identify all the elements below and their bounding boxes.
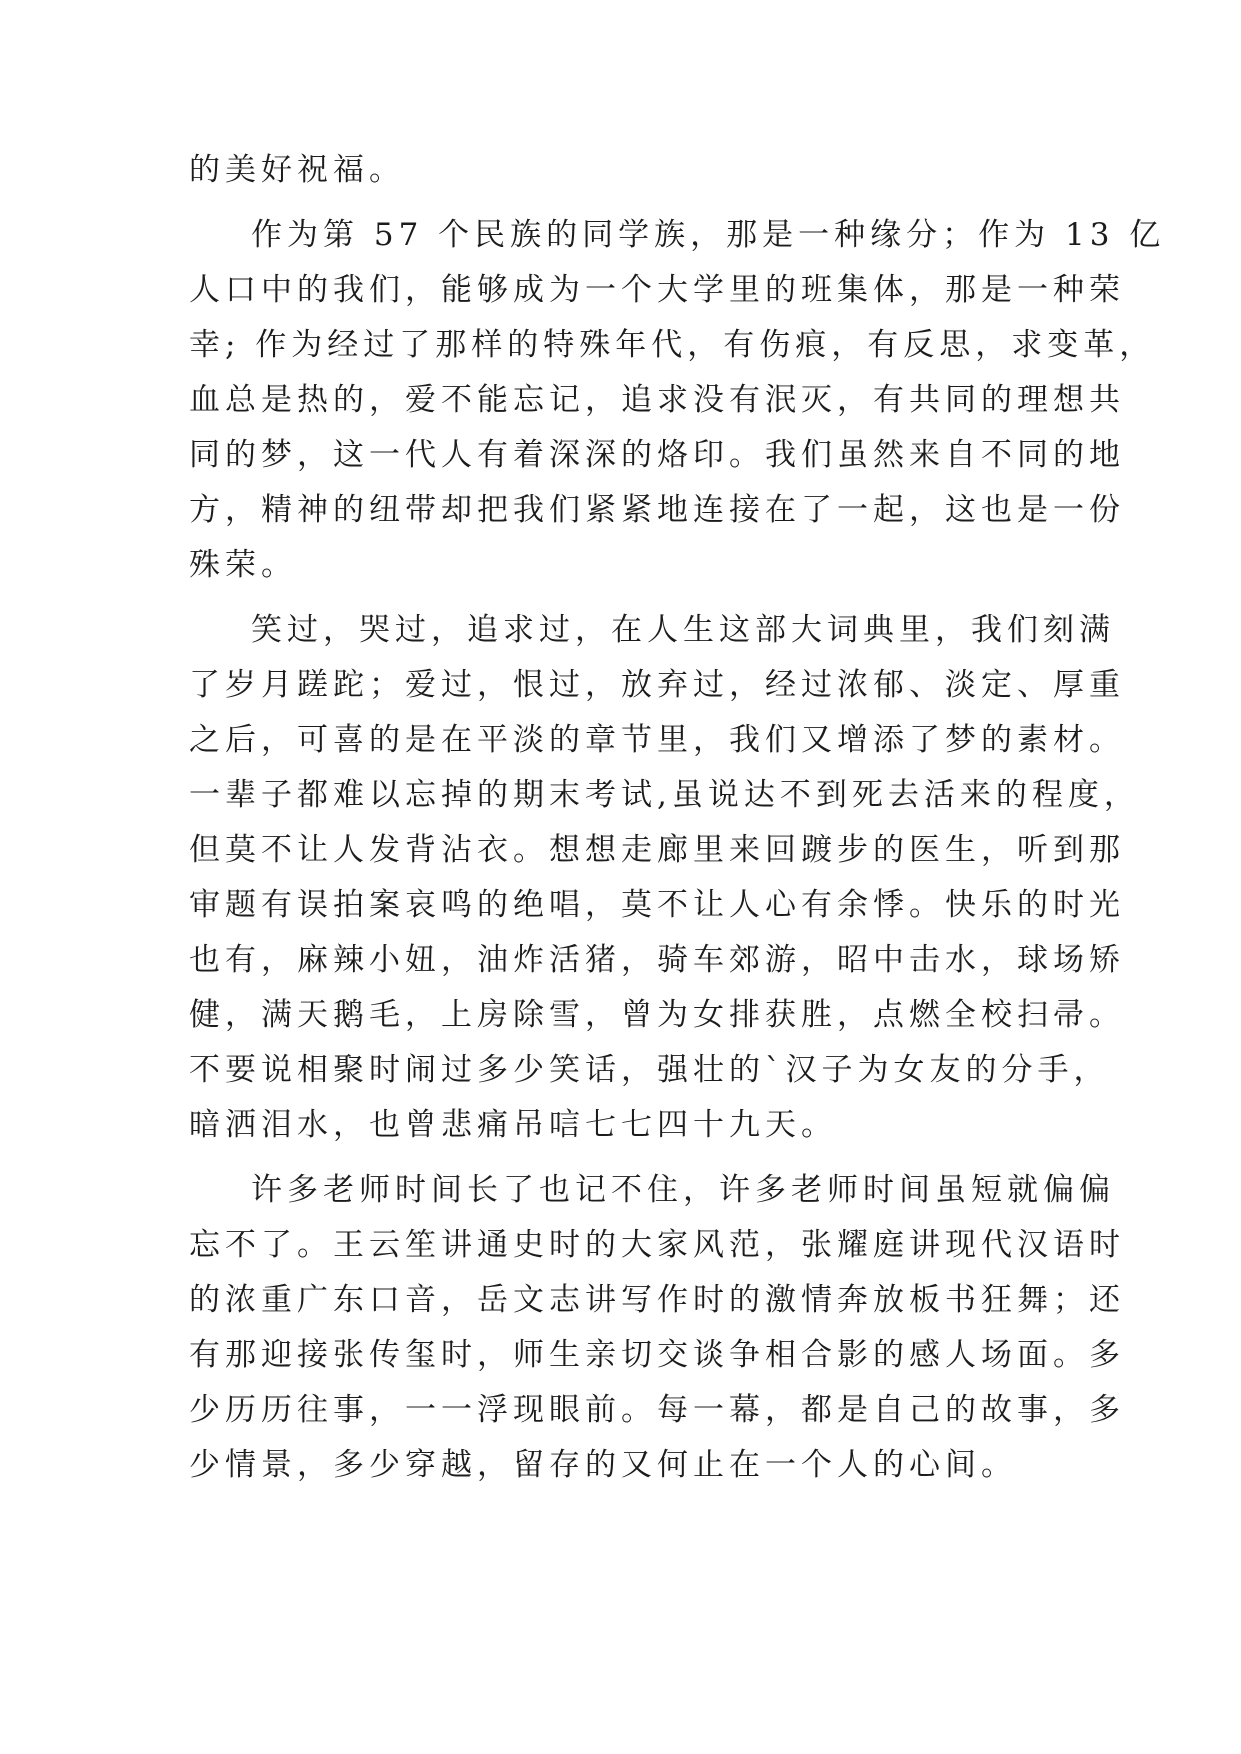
text-line: 健，满天鹅毛，上房除雪，曾为女排获胜，点燃全校扫帚。 bbox=[189, 997, 1125, 1033]
text-line: 殊荣。 bbox=[189, 547, 297, 583]
text-line: 少情景，多少穿越，留存的又何止在一个人的心间。 bbox=[189, 1447, 1017, 1483]
text-line: 少历历往事，一一浮现眼前。每一幕，都是自己的故事，多 bbox=[189, 1392, 1125, 1428]
text-line: 之后，可喜的是在平淡的章节里，我们又增添了梦的素材。 bbox=[189, 722, 1125, 758]
text-line: 也有，麻辣小妞，油炸活猪，骑车郊游，昭中击水，球场矫 bbox=[189, 942, 1125, 978]
text-line: 审题有误拍案哀鸣的绝唱，莫不让人心有余悸。快乐的时光 bbox=[189, 887, 1125, 923]
text-line: 暗洒泪水，也曾悲痛吊唁七七四十九天。 bbox=[189, 1107, 837, 1143]
paragraph-start-line: 许多老师时间长了也记不住，许多老师时间虽短就偏偏 bbox=[251, 1172, 1115, 1208]
text-line: 有那迎接张传玺时，师生亲切交谈争相合影的感人场面。多 bbox=[189, 1337, 1125, 1373]
text-line: 方，精神的纽带却把我们紧紧地连接在了一起，这也是一份 bbox=[189, 492, 1125, 528]
text-line: 忘不了。王云笙讲通史时的大家风范，张耀庭讲现代汉语时 bbox=[189, 1227, 1125, 1263]
text-line: 不要说相聚时闹过多少笑话，强壮的`汉子为女友的分手， bbox=[189, 1052, 1110, 1088]
text-line: 了岁月蹉跎；爱过，恨过，放弃过，经过浓郁、淡定、厚重 bbox=[189, 667, 1125, 703]
text-line: 但莫不让人发背沾衣。想想走廊里来回踱步的医生，听到那 bbox=[189, 832, 1125, 868]
paragraph-start-line: 作为第 57 个民族的同学族，那是一种缘分；作为 13 亿 bbox=[251, 217, 1166, 253]
text-line: 幸; 作为经过了那样的特殊年代，有伤痕，有反思，求变革， bbox=[189, 327, 1156, 363]
text-line: 的美好祝福。 bbox=[189, 152, 405, 188]
text-line: 人口中的我们，能够成为一个大学里的班集体，那是一种荣 bbox=[189, 272, 1125, 308]
text-line: 血总是热的，爱不能忘记，追求没有泯灭，有共同的理想共 bbox=[189, 382, 1125, 418]
text-line: 的浓重广东口音，岳文志讲写作时的激情奔放板书狂舞；还 bbox=[189, 1282, 1125, 1318]
paragraph-start-line: 笑过，哭过，追求过，在人生这部大词典里，我们刻满 bbox=[251, 612, 1115, 648]
text-line: 同的梦，这一代人有着深深的烙印。我们虽然来自不同的地 bbox=[189, 437, 1125, 473]
text-line: 一辈子都难以忘掉的期末考试,虽说达不到死去活来的程度， bbox=[189, 777, 1140, 813]
